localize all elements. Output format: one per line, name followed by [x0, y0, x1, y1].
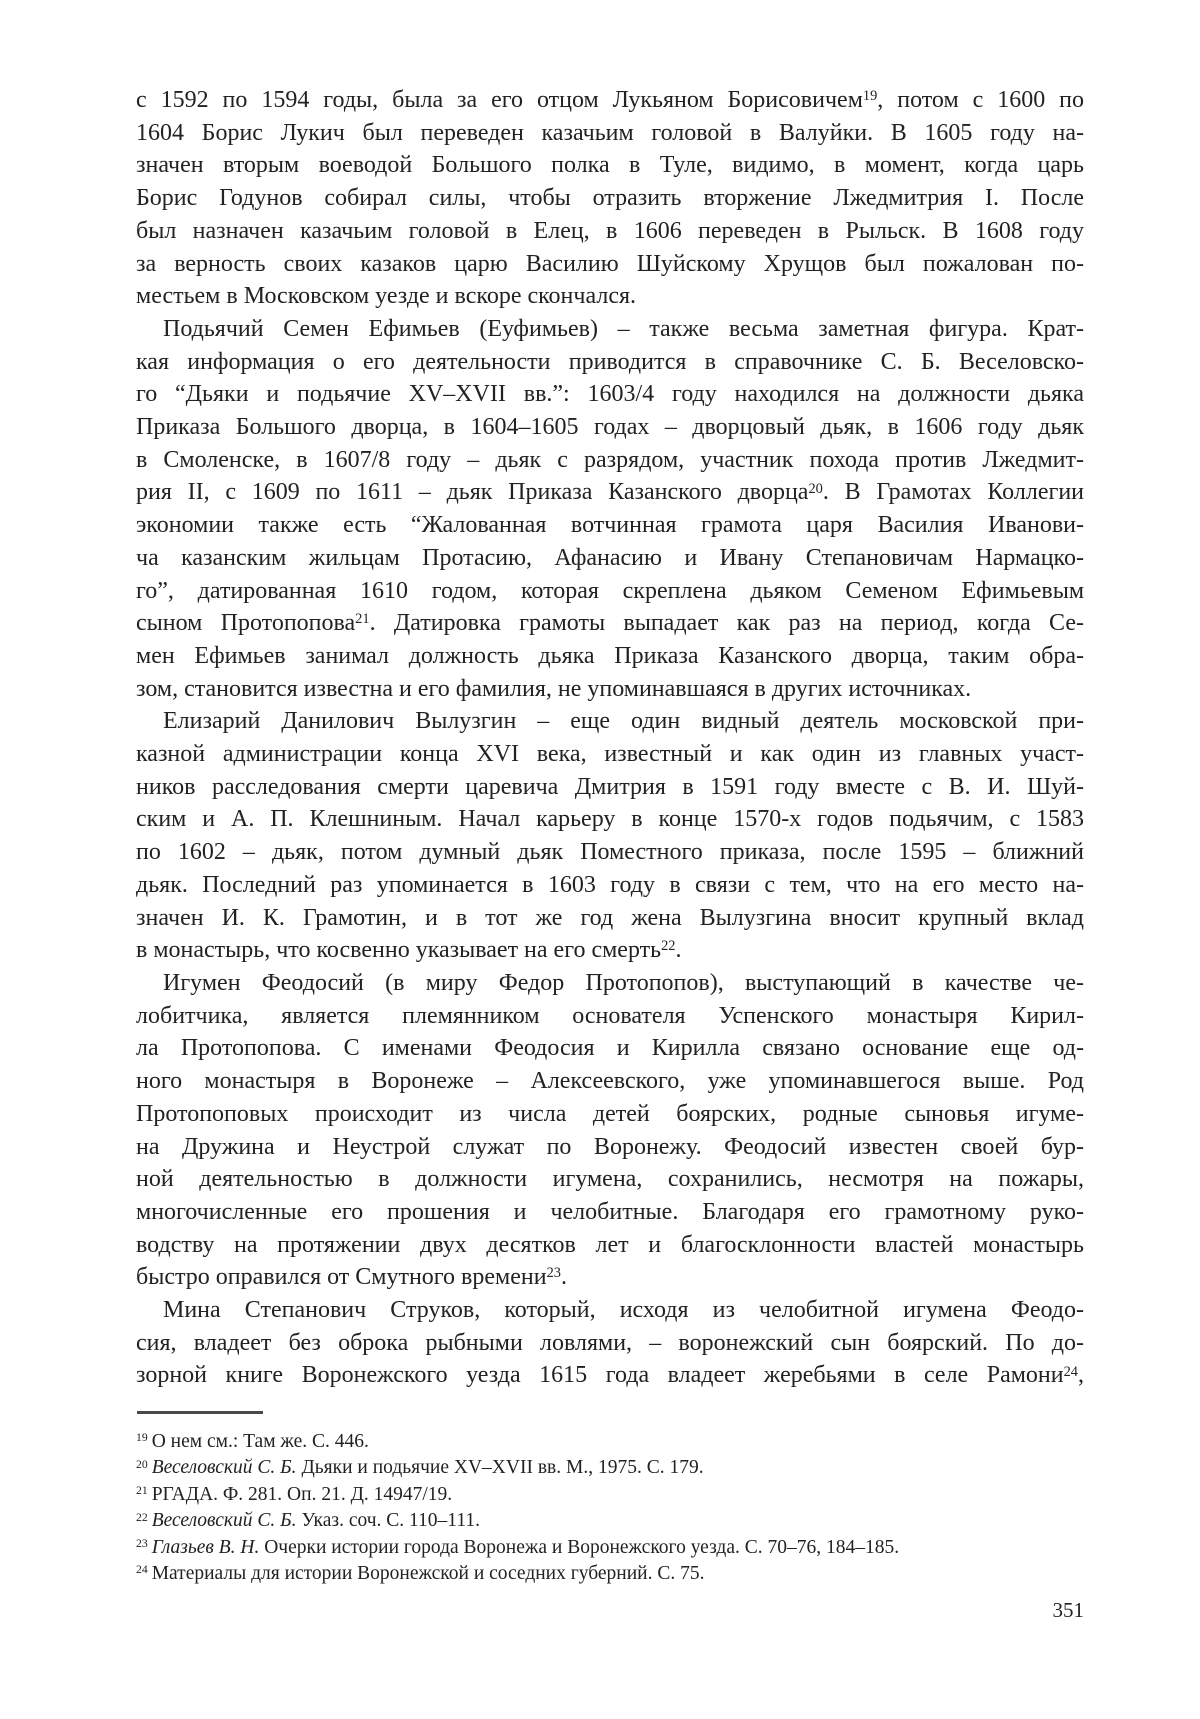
text-line: Игумен Феодосий (в миру Федор Протопопов), выступающий в качестве че- [163, 969, 1084, 996]
body-text [136, 84, 1084, 1392]
text-line: зорной книге Воронежского уезда 1615 года владеет жеребьями в селе Рамони$^{24}$, [136, 1362, 1084, 1389]
footnote-ref: 20 [808, 480, 823, 497]
text-line: сыном Протопопова$^{21}$. Датировка грамоты выпадает как раз на период, когда Се- [136, 610, 1084, 637]
footnote-separator-rule [137, 1411, 263, 1414]
text-line: местьем в Московском уезде и вскоре скончался. [136, 283, 637, 310]
text-line: ного монастыря в Воронеже – Алексеевского, уже упоминавшегося выше. Род [136, 1068, 1084, 1095]
text-line: го”, датированная 1610 годом, которая скреплена дьяком Семеном Ефимьевым [136, 577, 1084, 604]
italic-author: Веселовский С. Б. [151, 1457, 297, 1479]
text-line: лобитчика, является племянником основателя Успенского монастыря Кирил- [136, 1002, 1084, 1029]
footnote: $^{19}$ О нем см.: Там же. С. 446. [136, 1431, 369, 1452]
text-line: экономии также есть “Жалованная вотчинная грамота царя Василия Иванови- [136, 512, 1084, 539]
text-line: зом, становится известна и его фамилия, не упоминавшаяся в других источниках. [136, 675, 972, 702]
footnotes [136, 1429, 1084, 1587]
paragraph [136, 967, 1084, 1294]
italic-author: Веселовский С. Б. [151, 1510, 297, 1532]
text-line: с 1592 по 1594 годы, была за его отцом Лукьяном Борисовичем$^{19}$, потом с 1600 по [136, 87, 1085, 113]
page-number: 351 [1052, 1598, 1084, 1622]
text-line: на Дружина и Неустрой служат по Воронежу. Феодосий известен своей бур- [136, 1133, 1084, 1160]
text-line: мен Ефимьев занимал должность дьяка Приказа Казанского дворца, таким обра- [136, 642, 1084, 669]
footnote-number: 24 [136, 1563, 148, 1577]
text-line: был назначен казачьим головой в Елец, в 1606 переведен в Рыльск. В 1608 году [136, 217, 1084, 244]
text-line: за верность своих казаков царю Василию Шуйскому Хрущов был пожалован по- [136, 250, 1084, 277]
text-line: значен И. К. Грамотин, и в тот же год жена Вылузгина вносит крупный вклад [136, 904, 1084, 931]
text-line: дьяк. Последний раз упоминается в 1603 году в связи с тем, что на его место на- [136, 871, 1084, 898]
text-line: в монастырь, что косвенно указывает на его смерть$^{22}$. [136, 937, 682, 964]
paragraph [136, 705, 1084, 967]
paragraph [136, 1294, 1084, 1392]
text-line: ча казанским жильцам Протасию, Афанасию и Ивану Степановичам Нармацко- [136, 544, 1084, 571]
text-line: многочисленные его прошения и челобитные. Благодаря его грамотному руко- [136, 1198, 1084, 1225]
text-line: Елизарий Данилович Вылузгин – еще один видный деятель московской при- [163, 708, 1084, 735]
text-line: рия II, с 1609 по 1611 – дьяк Приказа Казанского дворца$^{20}$. В Грамотах Коллегии [136, 479, 1085, 506]
text-line: Мина Степанович Струков, который, исходя из челобитной игумена Феодо- [163, 1297, 1084, 1324]
text-line: ским и А. П. Клешниным. Начал карьеру в конце 1570-х годов подьячим, с 1583 [136, 806, 1084, 833]
paragraph [136, 84, 1084, 313]
footnote-number: 22 [136, 1510, 148, 1524]
footnote-number: 21 [136, 1484, 148, 1498]
text-line: Подьячий Семен Ефимьев (Еуфимьев) – также весьма заметная фигура. Крат- [163, 315, 1084, 342]
text-line: ла Протопопова. С именами Феодосия и Кирилла связано основание еще од- [136, 1035, 1084, 1062]
footnote-number: 23 [136, 1537, 148, 1551]
footnote: $^{24}$ Материалы для истории Воронежской и соседних губерний. С. 75. [136, 1563, 705, 1585]
text-line: Борис Годунов собирал силы, чтобы отразить вторжение Лжедмитрия I. После [136, 185, 1084, 212]
footnote: $^{23}$ Глазьев В. Н. Очерки истории города Воронежа и Воронежского уезда. С. 70–76, 184–185. [136, 1536, 900, 1558]
text-line: кая информация о его деятельности приводится в справочнике С. Б. Веселовско- [136, 348, 1084, 375]
footnote-ref: 24 [1063, 1363, 1078, 1380]
italic-author: Глазьев В. Н. [151, 1536, 260, 1558]
footnote-number: 20 [136, 1457, 148, 1471]
text-line: го “Дьяки и подьячие XV–XVII вв.”: 1603/4 году находился на должности дьяка [136, 381, 1084, 408]
text-line: по 1602 – дьяк, потом думный дьяк Поместного приказа, после 1595 – ближний [136, 839, 1084, 866]
footnote-number: 19 [136, 1431, 148, 1445]
text-line: в Смоленске, в 1607/8 году – дьяк с разрядом, участник похода против Лжедмит- [136, 446, 1084, 473]
text-line: ной деятельностью в должности игумена, сохранились, несмотря на пожары, [136, 1166, 1084, 1193]
text-line: 1604 Борис Лукич был переведен казачьим головой в Валуйки. В 1605 году на- [136, 119, 1084, 146]
text-line: Приказа Большого дворца, в 1604–1605 годах – дворцовый дьяк, в 1606 году дьяк [136, 414, 1084, 441]
footnote-ref: 23 [546, 1265, 561, 1282]
footnote-ref: 21 [355, 611, 370, 628]
text-line: быстро оправился от Смутного времени$^{23}$. [136, 1264, 567, 1291]
footnote: $^{20}$ Веселовский С. Б. Дьяки и подьячие XV–XVII вв. М., 1975. С. 179. [136, 1457, 704, 1479]
text-line: казной администрации конца XVI века, известный и как один из главных участ- [136, 741, 1084, 768]
text-line: сия, владеет без оброка рыбными ловлями, – воронежский сын боярский. По до- [136, 1329, 1084, 1356]
footnote: $^{22}$ Веселовский С. Б. Указ. соч. С. 110–111. [136, 1510, 480, 1532]
paragraph [136, 313, 1084, 705]
text-line: ников расследования смерти царевича Дмитрия в 1591 году вместе с В. И. Шуй- [136, 773, 1084, 800]
footnote-ref: 22 [661, 938, 676, 955]
text-line: Протопоповых происходит из числа детей боярских, родные сыновья игуме- [136, 1100, 1084, 1127]
footnote: $^{21}$ РГАДА. Ф. 281. Оп. 21. Д. 14947/19. [136, 1483, 453, 1505]
text-line: водству на протяжении двух десятков лет и благосклонности властей монастырь [136, 1231, 1084, 1258]
footnote-ref: 19 [862, 88, 878, 105]
text-line: значен вторым воеводой Большого полка в Туле, видимо, в момент, когда царь [136, 152, 1084, 179]
